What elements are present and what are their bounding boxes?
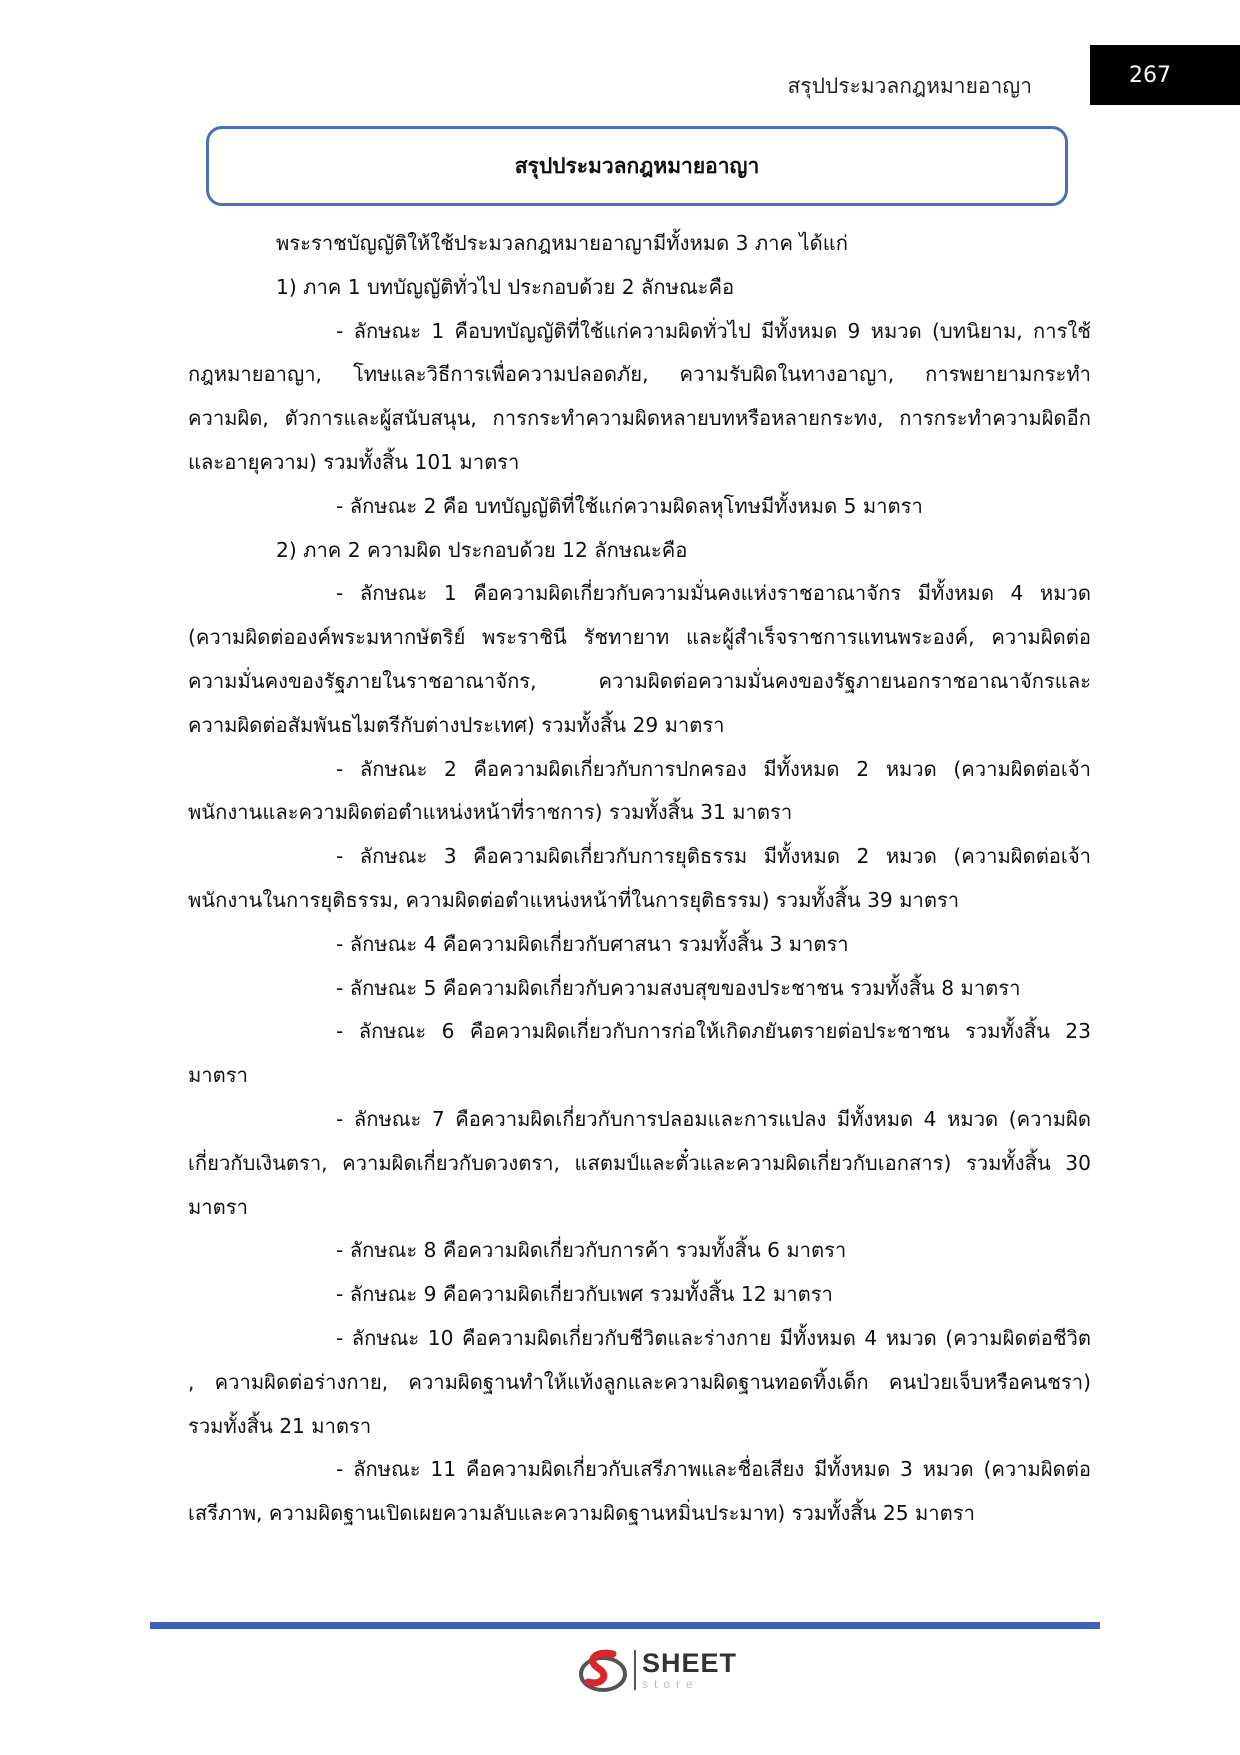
body-line: พนักงานในการยุติธรรม, ความผิดต่อตำแหน่งหน้าที่ในการยุติธรรม) รวมทั้งสิ้น 39 มาตรา [188,887,960,912]
logo-separator [634,1650,636,1690]
body-line: เสรีภาพ, ความผิดฐานเปิดเผยความลับและความผิดฐานหมิ่นประมาท) รวมทั้งสิ้น 25 มาตรา [188,1501,975,1526]
body-line: - ลักษณะ 9 คือความผิดเกี่ยวกับเพศ รวมทั้งสิ้น 12 มาตรา [336,1282,833,1307]
footer-rule [150,1622,1100,1629]
body-line: , ความผิดต่อร่างกาย, ความผิดฐานทำให้แท้งลูกและความผิดฐานทอดทิ้งเด็ก คนป่วยเจ็บหรือคนชรา) [188,1369,1091,1394]
body-line: 1) ภาค 1 บทบัญญัติทั่วไป ประกอบด้วย 2 ลักษณะคือ [276,274,735,299]
body-line: มาตรา [188,1063,248,1088]
body-line: - ลักษณะ 10 คือความผิดเกี่ยวกับชีวิตและร่างกาย มีทั้งหมด 4 หมวด (ความผิดต่อชีวิต [336,1325,1091,1350]
body-line: - ลักษณะ 11 คือความผิดเกี่ยวกับเสรีภาพและชื่อเสียง มีทั้งหมด 3 หมวด (ความผิดต่อ [336,1457,1091,1482]
body-line: มาตรา [188,1194,248,1219]
section-title-box [206,126,1068,206]
body-line: - ลักษณะ 6 คือความผิดเกี่ยวกับการก่อให้เกิดภยันตรายต่อประชาชน รวมทั้งสิ้น 23 [336,1019,1091,1044]
logo-text [642,1650,737,1690]
body-line: - ลักษณะ 2 คือความผิดเกี่ยวกับการปกครอง มีทั้งหมด 2 หมวด (ความผิดต่อเจ้า [336,756,1091,781]
section-title: สรุปประมวลกฎหมายอาญา [514,153,760,178]
body-line: - ลักษณะ 4 คือความผิดเกี่ยวกับศาสนา รวมทั้งสิ้น 3 มาตรา [336,931,849,956]
body-line: - ลักษณะ 2 คือ บทบัญญัติที่ใช้แก่ความผิดลหุโทษมีทั้งหมด 5 มาตรา [336,493,923,518]
body-line: - ลักษณะ 1 คือบทบัญญัติที่ใช้แก่ความผิดทั่วไป มีทั้งหมด 9 หมวด (บทนิยาม, การใช้ [336,318,1091,343]
logo-brand-sub: store [642,1677,699,1691]
body-line: ความผิดต่อสัมพันธไมตรีกับต่างประเทศ) รวมทั้งสิ้น 29 มาตรา [188,712,725,737]
body-line: (ความผิดต่อองค์พระมหากษัตริย์ พระราชินี รัชทายาท และผู้สำเร็จราชการแทนพระองค์, ความผิดต่อ [188,625,1091,650]
logo-brand: SHEET [642,1648,738,1678]
body-line: ความมั่นคงของรัฐภายในราชอาณาจักร, ความผิดต่อความมั่นคงของรัฐภายนอกราชอาณาจักรและ [188,668,1091,693]
body-line: - ลักษณะ 1 คือความผิดเกี่ยวกับความมั่นคงแห่งราชอาณาจักร มีทั้งหมด 4 หมวด [336,581,1091,606]
body-line: และอายุความ) รวมทั้งสิ้น 101 มาตรา [188,449,520,474]
page-number-box [1090,45,1240,105]
running-header-title: สรุปประมวลกฎหมายอาญา [787,74,1032,98]
body-line: - ลักษณะ 8 คือความผิดเกี่ยวกับการค้า รวมทั้งสิ้น 6 มาตรา [336,1238,847,1263]
page-number: 267 [1129,62,1171,88]
body-line: เกี่ยวกับเงินตรา, ความผิดเกี่ยวกับดวงตรา, แสตมป์และตั๋วและความผิดเกี่ยวกับเอกสาร) รวมทั้งสิ้น 30 [188,1150,1091,1175]
body-line: 2) ภาค 2 ความผิด ประกอบด้วย 12 ลักษณะคือ [276,537,688,562]
body-line: กฎหมายอาญา, โทษและวิธีการเพื่อความปลอดภัย, ความรับผิดในทางอาญา, การพยายามกระทำ [188,362,1091,387]
document-body [188,222,1091,1536]
body-line: - ลักษณะ 3 คือความผิดเกี่ยวกับการยุติธรรม มีทั้งหมด 2 หมวด (ความผิดต่อเจ้า [336,844,1091,869]
body-line: พระราชบัญญัติให้ใช้ประมวลกฎหมายอาญามีทั้งหมด 3 ภาค ได้แก่ [276,231,848,255]
sheet-store-logo [576,1644,737,1696]
sheet-store-s-icon [576,1644,628,1696]
body-line: - ลักษณะ 5 คือความผิดเกี่ยวกับความสงบสุขของประชาชน รวมทั้งสิ้น 8 มาตรา [336,975,1021,1000]
body-line: ความผิด, ตัวการและผู้สนับสนุน, การกระทำความผิดหลายบทหรือหลายกระทง, การกระทำความผิดอีก [188,406,1091,431]
body-line: รวมทั้งสิ้น 21 มาตรา [188,1413,372,1438]
body-line: พนักงานและความผิดต่อตำแหน่งหน้าที่ราชการ) รวมทั้งสิ้น 31 มาตรา [188,800,793,825]
body-line: - ลักษณะ 7 คือความผิดเกี่ยวกับการปลอมและการแปลง มีทั้งหมด 4 หมวด (ความผิด [336,1106,1091,1131]
